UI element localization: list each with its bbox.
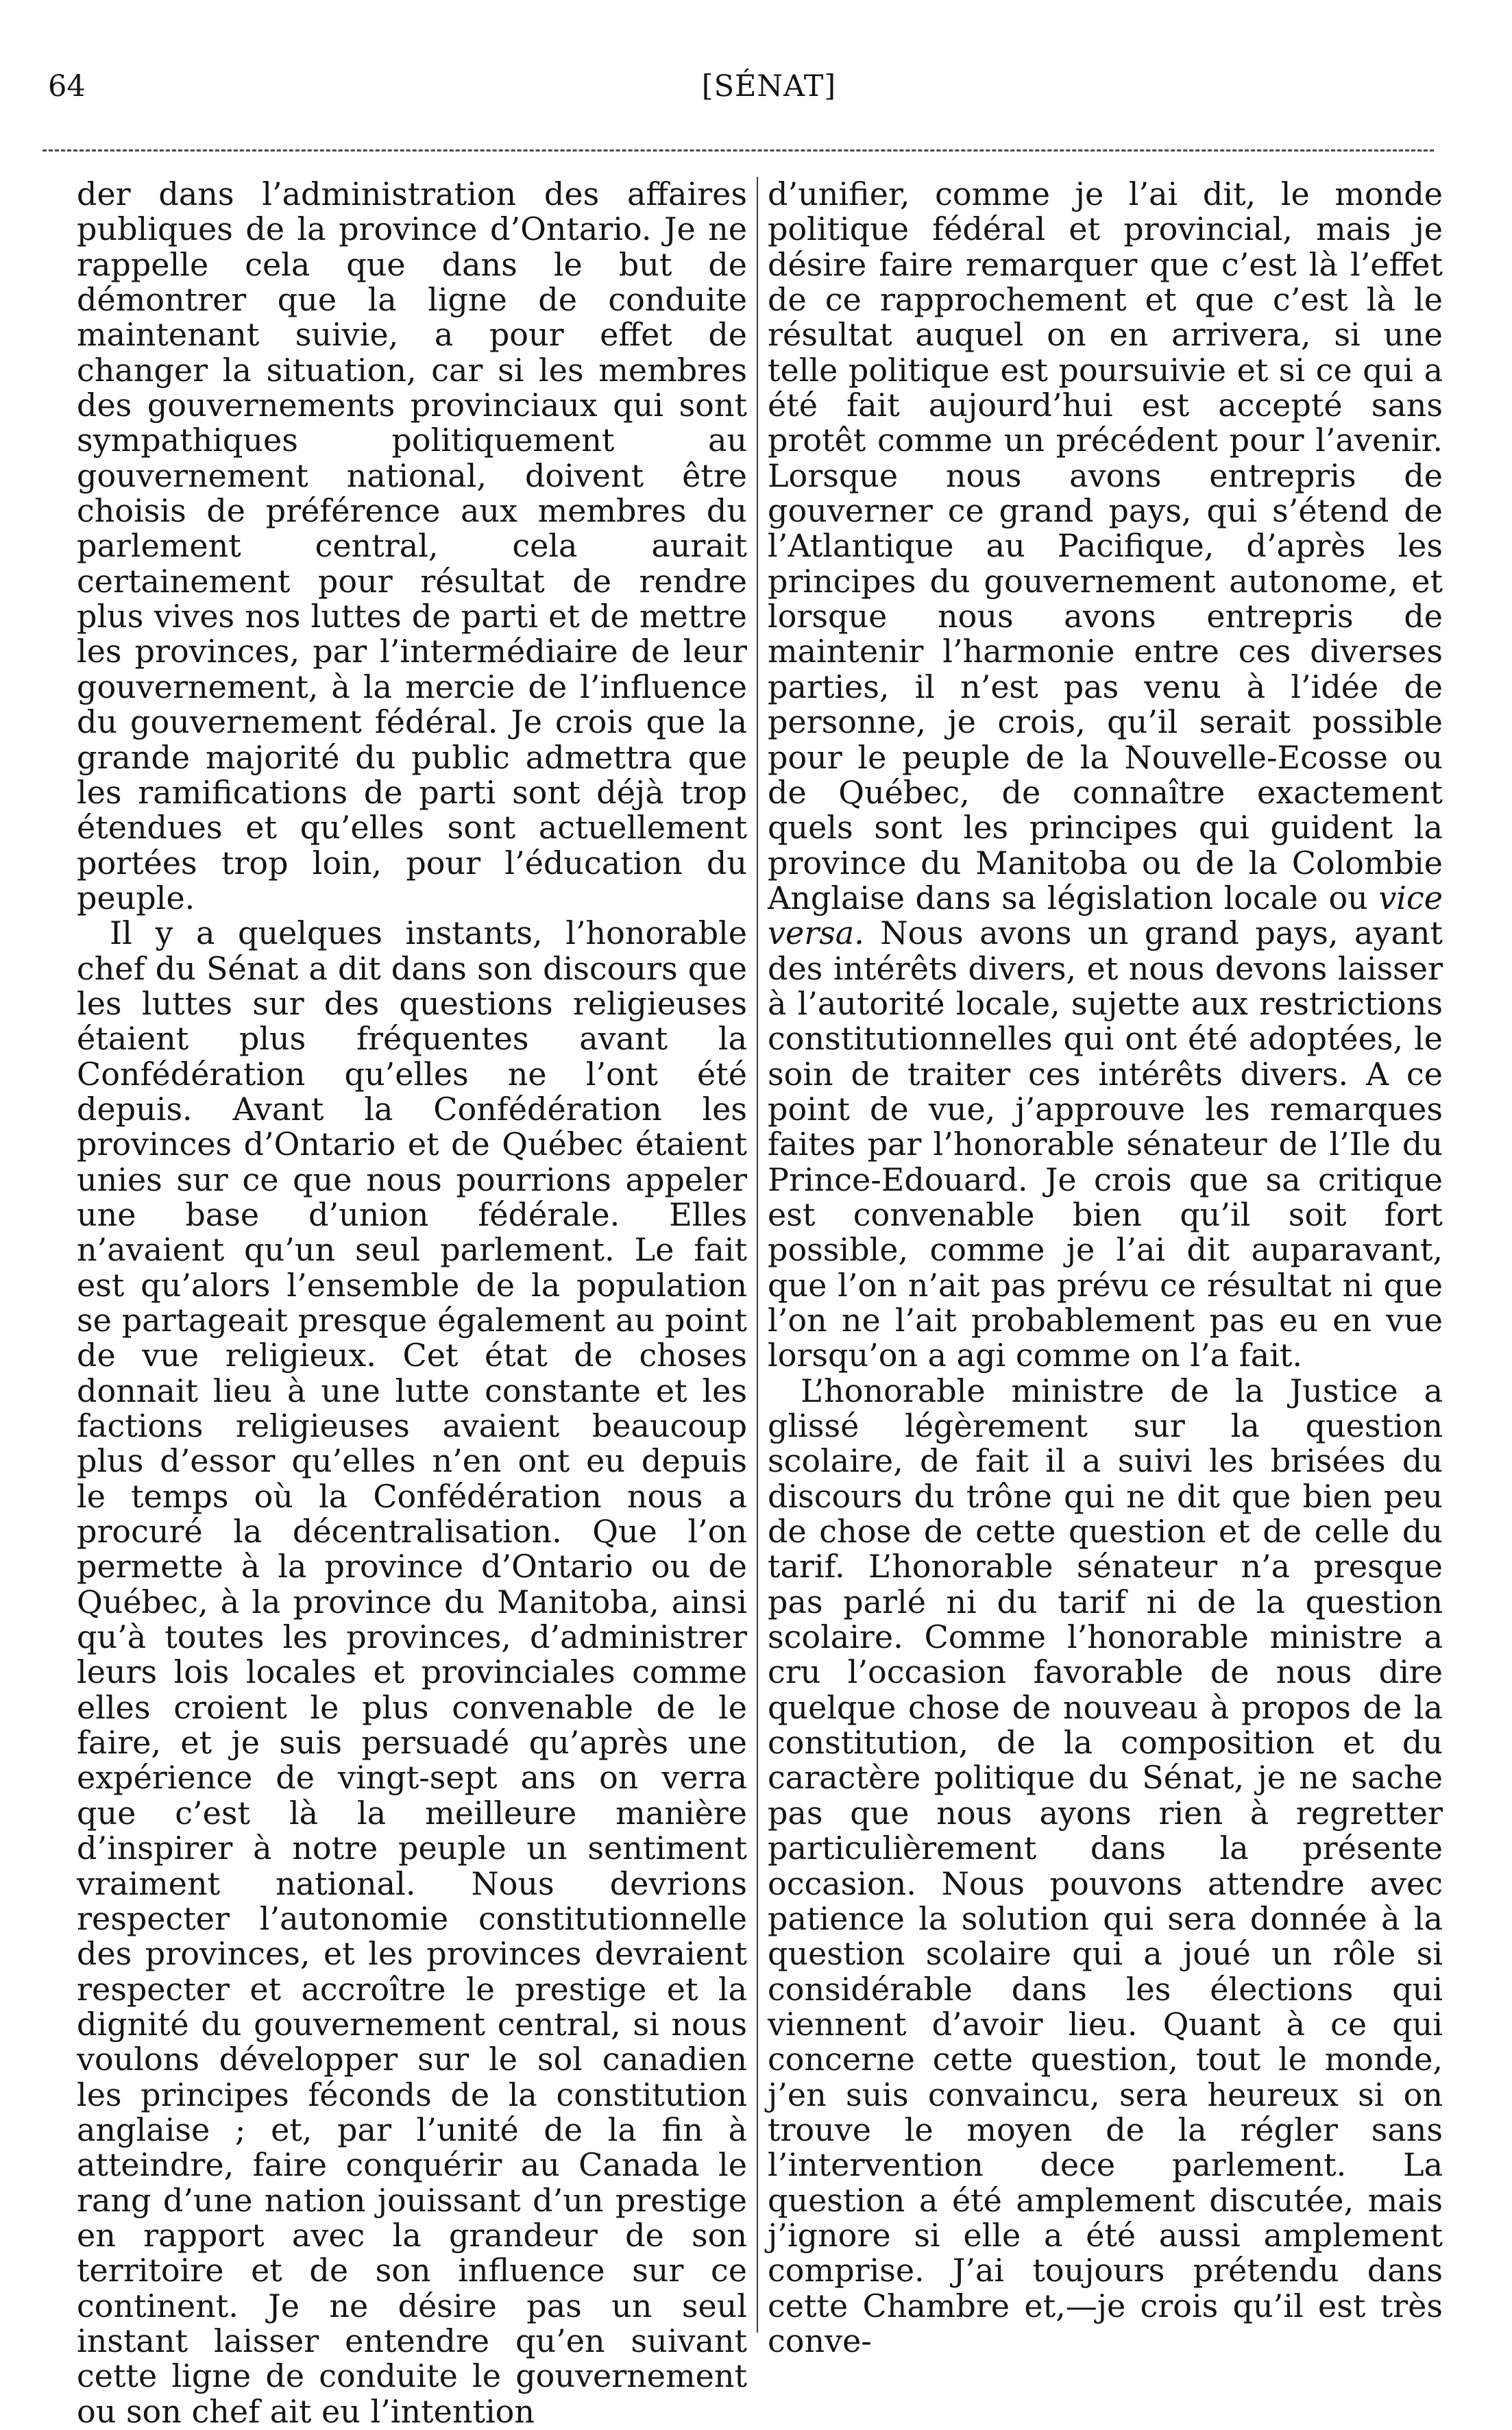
page-header (42, 67, 1434, 115)
page-number: 64 (48, 69, 86, 104)
left-paragraph-1: der dans l’administration des affaires publiques de la province d’Ontario. Je ne rappelle cela que dans le but de démontrer que la ligne de conduite maintenant suivie, a pour effet de changer la situation, car si les membres des gouvernements provinciaux qui sont sympathiques politiquement au gouvernement national, doivent être choisis de préférence aux membres du parlement central, cela aurait certainement pour résultat de rendre plus vives nos luttes de parti et de mettre les provinces, par l’intermédiaire de leur gouvernement, à la mercie de l’influence du gouvernement fédéral. Je crois que la grande majorité du public admettra que les ramifications de parti sont déjà trop étendues et qu’elles sont actuellement portées trop loin, pour l’éducation du peuple. (77, 175, 747, 916)
right-paragraph-1-end: Nous avons un grand pays, ayant des intérêts divers, et nous devons laisser à l’autorité locale, sujette aux restrictions constitutionnelles qui ont été adoptées, le soin de traiter ces intérêts divers. A ce point de vue, j’approuve les remarques faites par l’honorable sénateur de l’Ile du Prince-Edouard. Je crois que sa critique est convenable bien qu’il soit fort possible, comme je l’ai dit auparavant, que l’on n’ait pas prévu ce résultat ni que l’on ne l’ait probablement pas eu en vue lorsqu’on a agi comme on l’a fait. (768, 914, 1443, 1374)
right-paragraph-1-italic: vice versa. (768, 879, 1443, 952)
left-paragraph-2: Il y a quelques instants, l’honorable chef du Sénat a dit dans son discours que les luttes sur des questions religieuses étaient plus fréquentes avant la Confédération qu’elles ne l’ont été depuis. Avant la Confédération les provinces d’Ontario et de Québec étaient unies sur ce que nous pourrions appeler une base d’union fédérale. Elles n’avaient qu’un seul parlement. Le fait est qu’alors l’ensemble de la population se partageait presque également au point de vue religieux. Cet état de choses donnait lieu à une lutte constante et les factions religieuses avaient beaucoup plus d’essor qu’elles n’en ont eu depuis le temps où la Confédération nous a procuré la décentralisation. Que l’on permette à la province d’Ontario ou de Québec, à la province du Manitoba, ainsi qu’à toutes les provinces, d’administrer leurs lois locales et provinciales comme elles croient le plus convenable de le faire, et je suis persuadé qu’après une expérience de vingt-sept ans on verra que c’est là la meilleure manière d’inspirer à notre peuple un sentiment vraiment national. Nous devrions respecter l’autonomie constitutionnelle des provinces, et les provinces devraient respecter et accroître le prestige et la dignité du gouvernement central, si nous voulons développer sur le sol canadien les principes féconds de la constitution anglaise ; et, par l’unité de la fin à atteindre, faire conquérir au Canada le rang d’une nation jouissant d’un prestige en rapport avec la grandeur de son territoire et de son influence sur ce continent. Je ne désire pas un seul instant laisser entendre qu’en suivant cette ligne de conduite le gouvernement ou son chef ait eu l’intention (77, 914, 747, 2430)
right-paragraph-1 (768, 177, 1443, 1374)
right-paragraph-1-text: d’unifier, comme je l’ai dit, le monde politique fédéral et provincial, mais je désire faire remarquer que c’est là l’effet de ce rapprochement et que c’est là le résultat auquel on en arrivera, si une telle politique est poursuivie et si ce qui a été fait aujourd’hui est accepté sans protêt comme un précédent pour l’avenir. Lorsque nous avons entrepris de gouverner ce grand pays, qui s’étend de l’Atlantique au Pacifique, d’après les principes du gouvernement autonome, et lorsque nous avons entrepris de maintenir l’harmonie entre ces diverses parties, il n’est pas venu à l’idée de personne, je crois, qu’il serait possible pour le peuple de la Nouvelle-Ecosse ou de Québec, de connaître exactement quels sont les principes qui guident la province du Manitoba ou de la Colombie Anglaise dans sa législation locale ou (768, 175, 1443, 916)
header-rule (42, 149, 1434, 151)
left-column (77, 175, 747, 2430)
right-column (768, 175, 1443, 2359)
column-divider (757, 177, 758, 2333)
right-paragraph-2: L’honorable ministre de la Justice a glissé légèrement sur la question scolaire, de fait il a suivi les brisées du discours du trône qui ne dit que bien peu de chose de cette question et de celle du tarif. L’honorable sénateur n’a presque pas parlé ni du tarif ni de la question scolaire. Comme l’honorable ministre a cru l’occasion favorable de nous dire quelque chose de nouveau à propos de la constitution, de la composition et du caractère politique du Sénat, je ne sache pas que nous ayons rien à regretter particulièrement dans la présente occasion. Nous pouvons attendre avec patience la solution qui sera donnée à la question scolaire qui a joué un rôle si considérable dans les élections qui viennent d’avoir lieu. Quant à ce qui concerne cette question, tout le monde, j’en suis convaincu, sera heureux si on trouve le moyen de la régler sans l’intervention dece parlement. La question a été amplement discutée, mais j’ignore si elle a été aussi amplement comprise. J’ai toujours prétendu dans cette Chambre et,—je crois qu’il est très conve- (768, 1372, 1443, 2359)
running-head: [SÉNAT] (701, 69, 837, 104)
